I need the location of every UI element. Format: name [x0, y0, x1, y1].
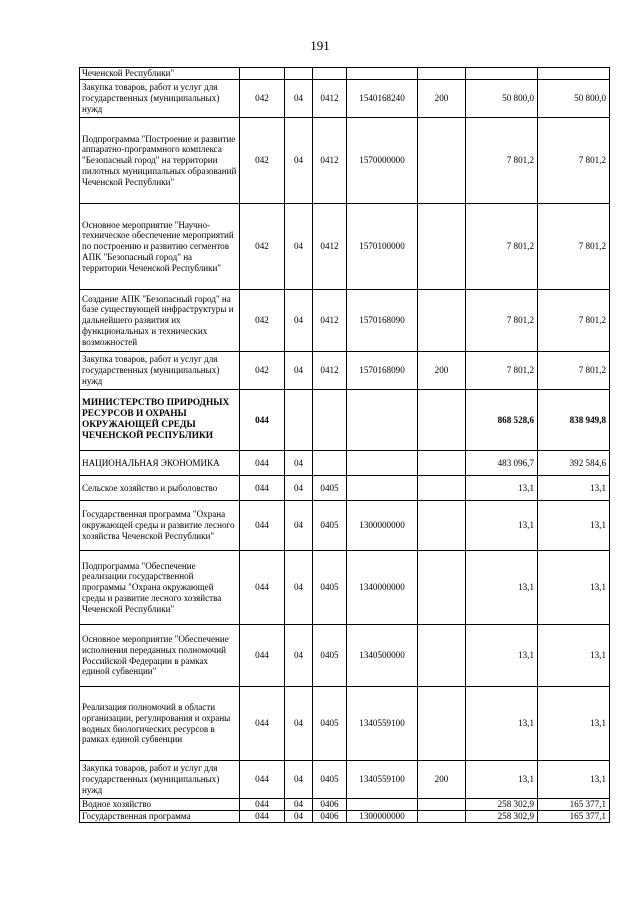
row-pr: 0412 — [313, 352, 347, 390]
table-row — [80, 290, 610, 352]
table-row — [80, 390, 610, 451]
row-pr — [313, 390, 347, 451]
table-row — [80, 118, 610, 204]
row-ved — [240, 68, 285, 80]
row-rz — [285, 68, 313, 80]
row-ved: 042 — [240, 290, 285, 352]
row-csr: 1300000000 — [347, 501, 418, 551]
row-rz: 04 — [285, 799, 313, 811]
row-pr: 0405 — [313, 476, 347, 501]
row-pr: 0405 — [313, 625, 347, 687]
row-sum-1: 13,1 — [466, 687, 538, 761]
row-name: Создание АПК "Безопасный город" на базе существующей инфраструктуры и дальнейшего развития их функциональных и технических возможностей — [80, 290, 240, 352]
row-ved: 044 — [240, 625, 285, 687]
row-name: Сельское хозяйство и рыболовство — [80, 476, 240, 501]
row-sum-1: 258 302,9 — [466, 799, 538, 811]
row-rz: 04 — [285, 290, 313, 352]
row-vr: 200 — [418, 352, 466, 390]
table-row — [80, 204, 610, 290]
row-sum-1: 483 096,7 — [466, 451, 538, 476]
row-ved: 044 — [240, 687, 285, 761]
row-vr — [418, 551, 466, 625]
row-csr — [347, 451, 418, 476]
row-ved: 044 — [240, 451, 285, 476]
row-rz: 04 — [285, 352, 313, 390]
row-rz: 04 — [285, 80, 313, 118]
row-name: Основное мероприятие "Обеспечение исполнения переданных полномочий Российской Федерации в рамках единой субвенции" — [80, 625, 240, 687]
row-csr — [347, 68, 418, 80]
row-csr: 1570100000 — [347, 204, 418, 290]
row-pr: 0412 — [313, 204, 347, 290]
row-pr — [313, 68, 347, 80]
row-pr: 0406 — [313, 811, 347, 823]
budget-table — [79, 67, 610, 823]
row-rz: 04 — [285, 501, 313, 551]
row-rz: 04 — [285, 118, 313, 204]
row-ved: 044 — [240, 551, 285, 625]
row-rz: 04 — [285, 811, 313, 823]
row-sum-1: 7 801,2 — [466, 118, 538, 204]
row-csr: 1340559100 — [347, 687, 418, 761]
row-sum-2: 165 377,1 — [538, 811, 610, 823]
row-sum-2: 13,1 — [538, 761, 610, 799]
row-name: Государственная программа "Охрана окружающей среды и развитие лесного хозяйства Чеченской Республики" — [80, 501, 240, 551]
row-pr: 0412 — [313, 118, 347, 204]
row-vr — [418, 501, 466, 551]
row-sum-1 — [466, 68, 538, 80]
row-sum-2: 165 377,1 — [538, 799, 610, 811]
row-name: Государственная программа — [80, 811, 240, 823]
row-ved: 044 — [240, 476, 285, 501]
row-sum-2: 7 801,2 — [538, 290, 610, 352]
row-name: Подпрограмма "Построение и развитие аппаратно-программного комплекса "Безопасный город" на территории пилотных муниципальных образований Чеченской Республики" — [80, 118, 240, 204]
row-pr — [313, 451, 347, 476]
row-pr: 0412 — [313, 80, 347, 118]
row-ved: 044 — [240, 761, 285, 799]
row-name: Чеченской Республики" — [80, 68, 240, 80]
row-sum-2: 13,1 — [538, 501, 610, 551]
row-sum-2: 7 801,2 — [538, 352, 610, 390]
row-rz: 04 — [285, 687, 313, 761]
table-row — [80, 551, 610, 625]
row-rz: 04 — [285, 761, 313, 799]
row-name: Закупка товаров, работ и услуг для государственных (муниципальных) нужд — [80, 80, 240, 118]
row-csr: 1540168240 — [347, 80, 418, 118]
row-sum-2: 13,1 — [538, 687, 610, 761]
row-vr — [418, 687, 466, 761]
row-name: НАЦИОНАЛЬНАЯ ЭКОНОМИКА — [80, 451, 240, 476]
row-sum-1: 7 801,2 — [466, 352, 538, 390]
table-row — [80, 501, 610, 551]
row-vr: 200 — [418, 761, 466, 799]
row-pr: 0406 — [313, 799, 347, 811]
row-vr: 200 — [418, 80, 466, 118]
row-rz: 04 — [285, 451, 313, 476]
row-name: МИНИСТЕРСТВО ПРИРОДНЫХ РЕСУРСОВ И ОХРАНЫ ОКРУЖАЮЩЕЙ СРЕДЫ ЧЕЧЕНСКОЙ РЕСПУБЛИКИ — [80, 390, 240, 451]
row-sum-1: 258 302,9 — [466, 811, 538, 823]
table-row — [80, 761, 610, 799]
row-sum-1: 50 800,0 — [466, 80, 538, 118]
row-rz: 04 — [285, 625, 313, 687]
row-pr: 0405 — [313, 551, 347, 625]
row-vr — [418, 290, 466, 352]
table-row — [80, 451, 610, 476]
row-ved: 044 — [240, 811, 285, 823]
row-sum-2: 13,1 — [538, 476, 610, 501]
row-vr — [418, 118, 466, 204]
row-name: Реализация полномочий в области организации, регулирования и охраны водных биологических ресурсов в рамках единой субвенции — [80, 687, 240, 761]
row-rz — [285, 390, 313, 451]
row-name: Закупка товаров, работ и услуг для государственных (муниципальных) нужд — [80, 352, 240, 390]
row-rz: 04 — [285, 476, 313, 501]
row-vr — [418, 811, 466, 823]
row-sum-2: 13,1 — [538, 551, 610, 625]
row-sum-1: 7 801,2 — [466, 290, 538, 352]
row-vr — [418, 625, 466, 687]
row-sum-1: 13,1 — [466, 625, 538, 687]
row-vr — [418, 451, 466, 476]
row-sum-2: 50 800,0 — [538, 80, 610, 118]
row-sum-1: 13,1 — [466, 551, 538, 625]
row-vr — [418, 68, 466, 80]
row-sum-1: 868 528,6 — [466, 390, 538, 451]
row-ved: 042 — [240, 118, 285, 204]
row-ved: 044 — [240, 390, 285, 451]
page-number: 191 — [310, 38, 330, 53]
row-ved: 044 — [240, 501, 285, 551]
row-sum-2: 838 949,8 — [538, 390, 610, 451]
row-pr: 0412 — [313, 290, 347, 352]
row-vr — [418, 799, 466, 811]
row-sum-1: 13,1 — [466, 476, 538, 501]
row-sum-1: 13,1 — [466, 501, 538, 551]
row-csr — [347, 799, 418, 811]
row-csr: 1340000000 — [347, 551, 418, 625]
row-ved: 042 — [240, 352, 285, 390]
row-name: Подпрограмма "Обеспечение реализации государственной программы "Охрана окружающей среды и развитие лесного хозяйства Чеченской Республики" — [80, 551, 240, 625]
row-vr — [418, 390, 466, 451]
row-vr — [418, 204, 466, 290]
table-row — [80, 811, 610, 823]
table-row — [80, 352, 610, 390]
row-vr — [418, 476, 466, 501]
row-pr: 0405 — [313, 501, 347, 551]
row-ved: 044 — [240, 799, 285, 811]
row-sum-1: 13,1 — [466, 761, 538, 799]
row-sum-2: 13,1 — [538, 625, 610, 687]
table-row — [80, 80, 610, 118]
row-name: Основное мероприятие "Научно-техническое обеспечение мероприятий по построению и развитию сегментов АПК "Безопасный город" на территории Чеченской Республики" — [80, 204, 240, 290]
row-rz: 04 — [285, 204, 313, 290]
row-csr: 1340500000 — [347, 625, 418, 687]
row-name: Закупка товаров, работ и услуг для государственных (муниципальных) нужд — [80, 761, 240, 799]
row-csr: 1300000000 — [347, 811, 418, 823]
row-sum-2: 7 801,2 — [538, 204, 610, 290]
row-csr — [347, 476, 418, 501]
row-csr: 1570168090 — [347, 290, 418, 352]
row-sum-2: 7 801,2 — [538, 118, 610, 204]
row-csr: 1570168090 — [347, 352, 418, 390]
table-row — [80, 68, 610, 80]
row-csr: 1340559100 — [347, 761, 418, 799]
table-row — [80, 476, 610, 501]
row-sum-2: 392 584,6 — [538, 451, 610, 476]
row-pr: 0405 — [313, 761, 347, 799]
row-sum-2 — [538, 68, 610, 80]
row-csr — [347, 390, 418, 451]
row-csr: 1570000000 — [347, 118, 418, 204]
row-pr: 0405 — [313, 687, 347, 761]
row-rz: 04 — [285, 551, 313, 625]
row-sum-1: 7 801,2 — [466, 204, 538, 290]
table-row — [80, 799, 610, 811]
row-ved: 042 — [240, 80, 285, 118]
row-ved: 042 — [240, 204, 285, 290]
table-row — [80, 687, 610, 761]
row-name: Водное хозяйство — [80, 799, 240, 811]
table-row — [80, 625, 610, 687]
